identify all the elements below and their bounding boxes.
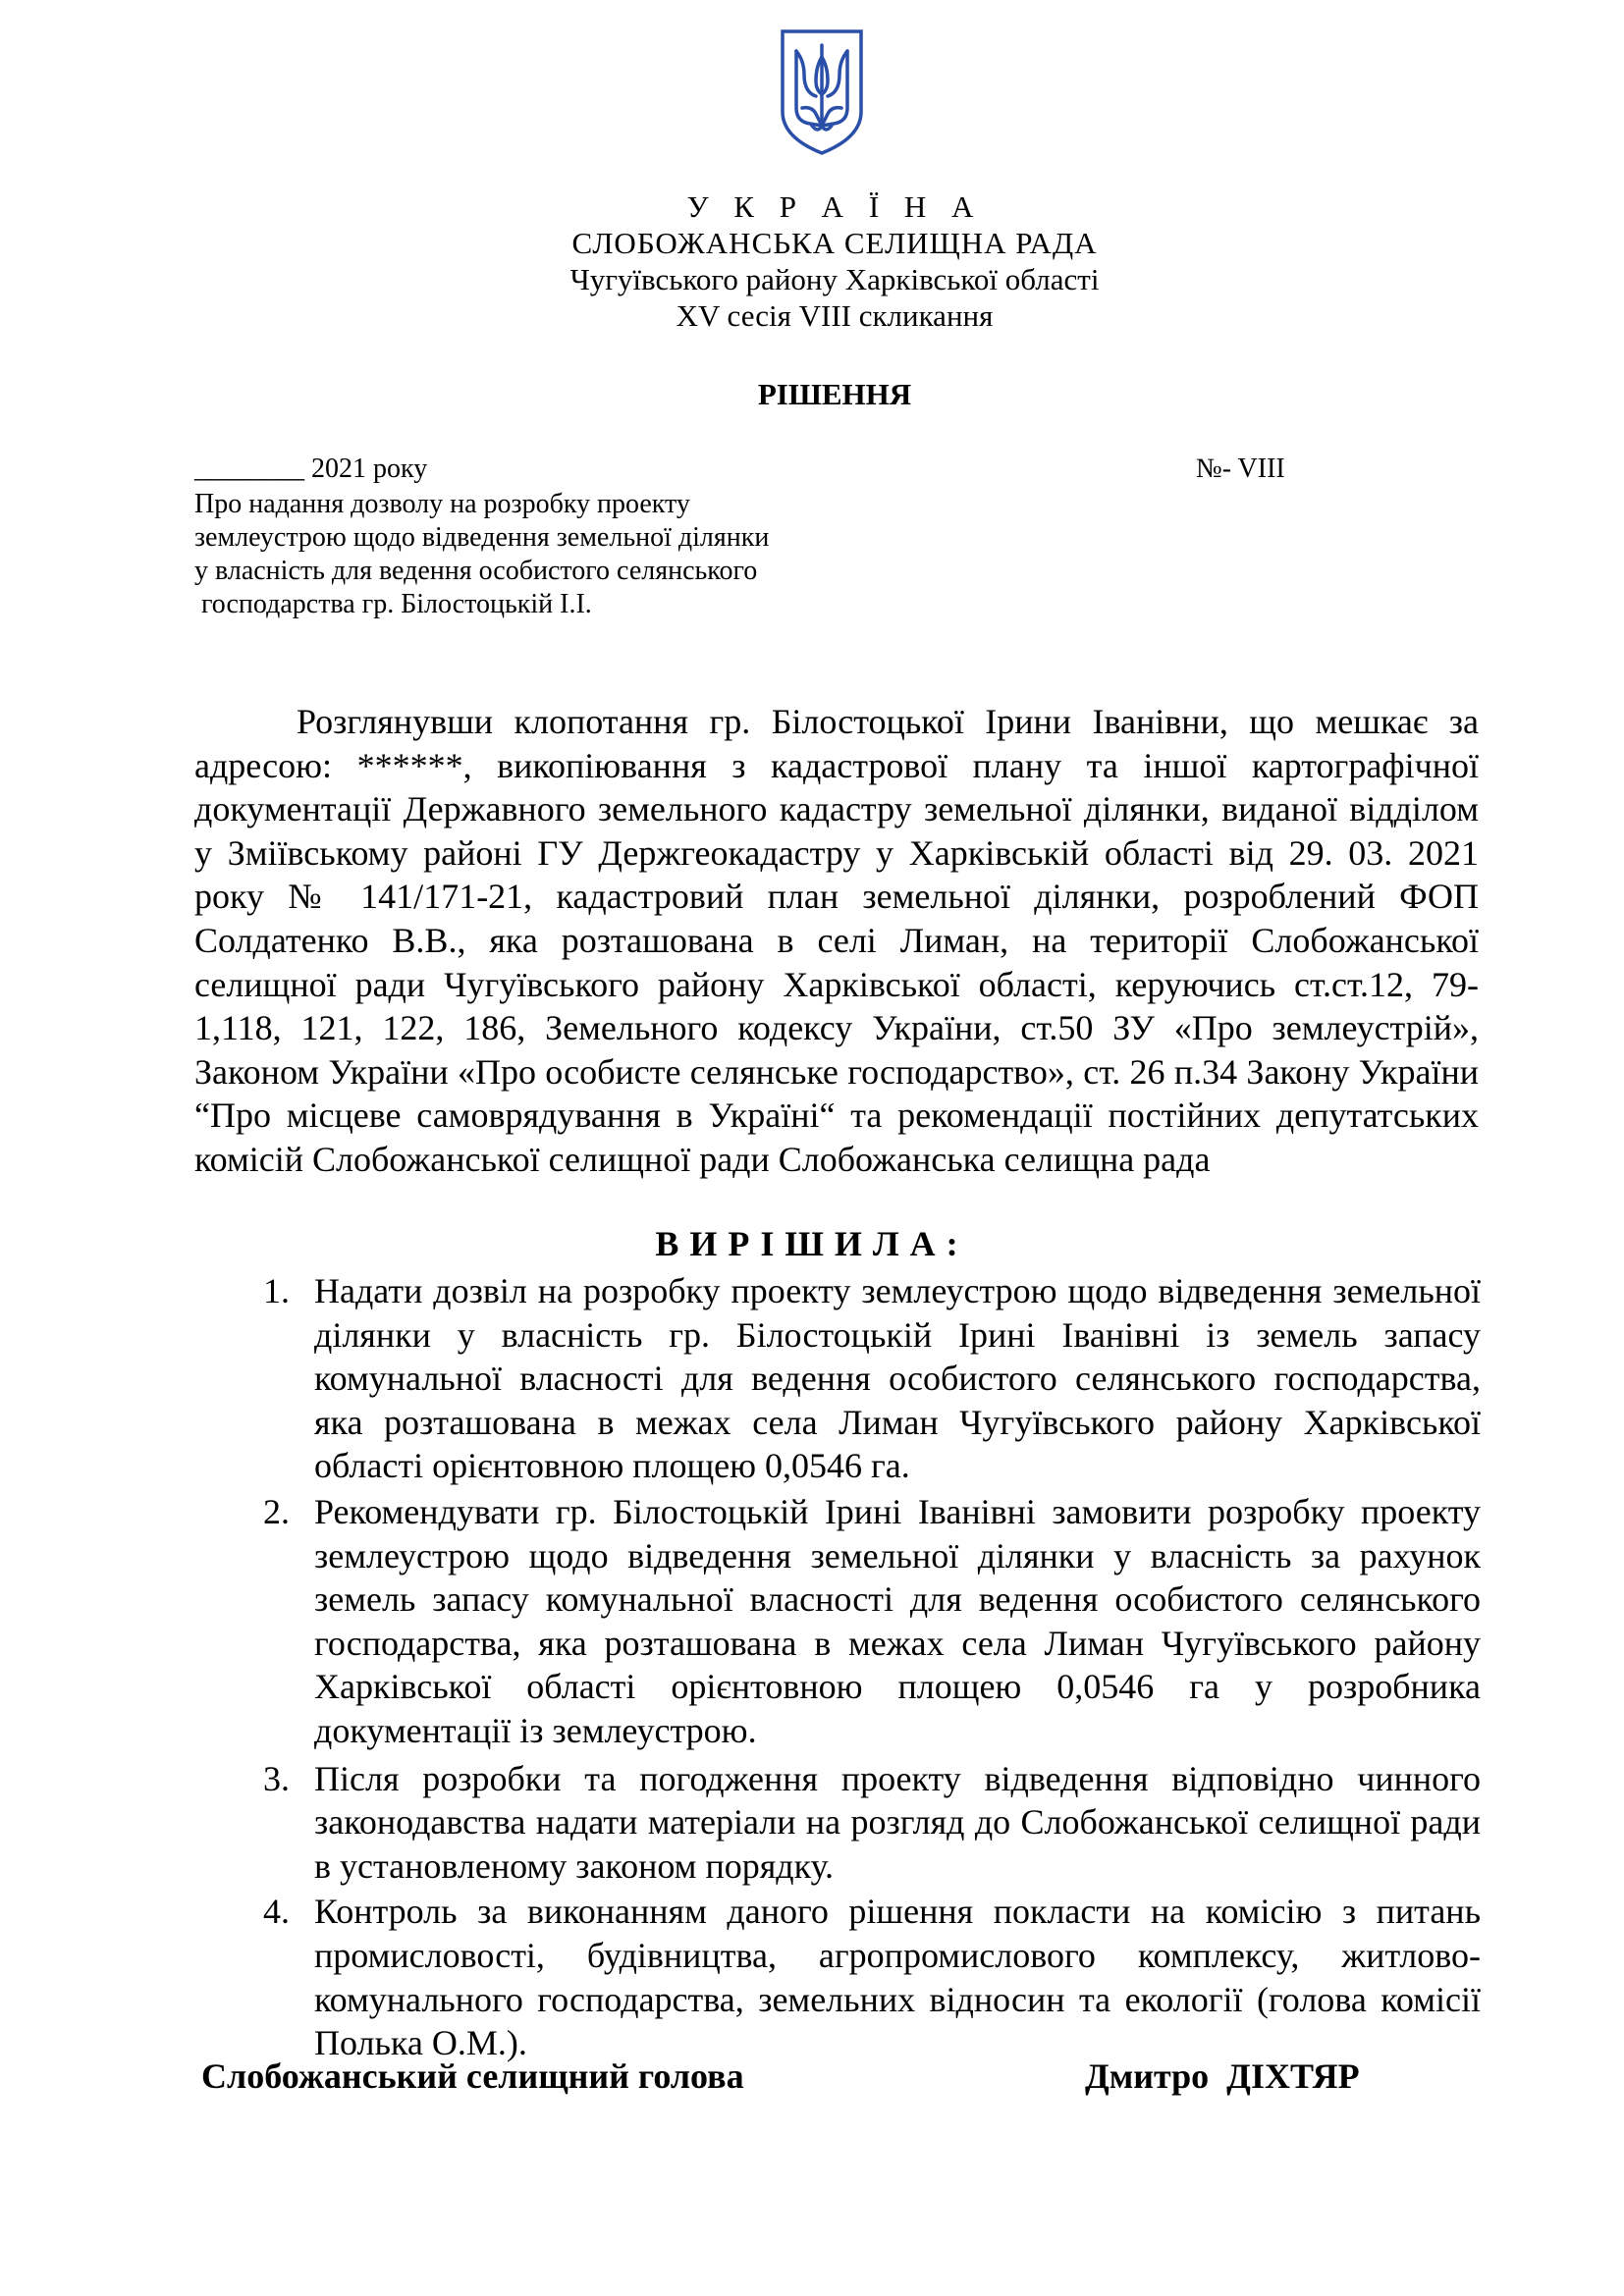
list-item bbox=[263, 1490, 1481, 1753]
council-name: СЛОБОЖАНСЬКА СЕЛИЩНА РАДА bbox=[571, 226, 1098, 260]
decision-items-list bbox=[263, 1269, 1481, 2065]
decision-subject bbox=[194, 488, 882, 621]
decided-heading: ВИРІШИЛА: bbox=[655, 1224, 969, 1263]
list-item bbox=[263, 1269, 1481, 1488]
item-text: Після розробки та погодження проекту відведення відповідно чинного законодавства надати матеріали на розгляд до Слобожанської селищної ради в установленому законом порядку. bbox=[314, 1758, 1481, 1886]
preamble-paragraph: Розглянувши клопотання гр. Білостоцької Ірини Іванівни, що мешкає за адресою: ******, викопіювання з кадастрової плану та іншої картографічної документації Державного земельного кадастру земельної ділянки, виданої відділом у Зміївському районі ГУ Держгеокадастру у Харківській області від 29. 03. 2021 року № 141/171-21, кадастровий план земельної ділянки, розроблений ФОП Солдатенко В.В., яка розташована в селі Лиман, на території Слобожанської селищної ради Чугуївського району Харківської області, керуючись ст.ст.12, 79-1,118, 121, 122, 186, Земельного кодексу України, ст.50 ЗУ «Про землеустрій», Законом України «Про особисте селянське господарство», ст. 26 п.34 Закону України “Про місцеве самоврядування в Україні“ та рекомендації постійних депутатських комісій Слобожанської селищної ради Слобожанська селищна рада bbox=[194, 702, 1479, 1179]
document-title: РІШЕННЯ bbox=[757, 377, 912, 411]
item-text: Контроль за виконанням даного рішення покласти на комісію з питань промисловості, будівництва, агропромислового комплексу, житлово-комунального господарства, земельних відносин та екології (голова комісії Полька О.М.). bbox=[314, 1892, 1481, 2063]
list-item bbox=[263, 1757, 1481, 1889]
decision-date: ________ 2021 року bbox=[194, 454, 428, 484]
decision-number: №- VIII bbox=[1196, 454, 1285, 484]
item-number: 3. bbox=[263, 1758, 290, 1798]
subject-line: у власність для ведення особистого селянського bbox=[194, 556, 758, 586]
item-number: 1. bbox=[263, 1271, 290, 1310]
subject-line: Про надання дозволу на розробку проекту bbox=[194, 489, 690, 519]
country-name: У К Р А Ї Н А bbox=[686, 189, 983, 224]
signatory-position: Слобожанський селищний голова bbox=[201, 2056, 744, 2096]
subject-line: землеустрою щодо відведення земельної ділянки bbox=[194, 522, 770, 553]
district-name: Чугуївського району Харківської області bbox=[569, 262, 1100, 296]
list-item bbox=[263, 1890, 1481, 2064]
item-text: Рекомендувати гр. Білостоцькій Ірині Іванівні замовити розробку проекту землеустрою щодо відведення земельної ділянки у власність за рахунок земель запасу комунальної власності для ведення особистого селянського господарства, яка розташована в межах села Лиман Чугуївського району Харківської області орієнтовною площею 0,0546 га у розробника документації із землеустрою. bbox=[314, 1491, 1481, 1750]
item-number: 4. bbox=[263, 1892, 290, 1932]
subject-line: господарства гр. Білостоцькій І.І. bbox=[194, 589, 592, 619]
coat-of-arms-icon bbox=[779, 27, 865, 157]
signatory-name: Дмитро ДІХТЯР bbox=[1085, 2056, 1360, 2096]
item-number: 2. bbox=[263, 1491, 290, 1531]
session-info: XV сесія VIII скликання bbox=[676, 298, 994, 333]
item-text: Надати дозвіл на розробку проекту землеустрою щодо відведення земельної ділянки у власність гр. Білостоцькій Ірині Іванівні із земель запасу комунальної власності для ведення особистого селянського господарства, яка розташована в межах села Лиман Чугуївського району Харківської області орієнтовною площею 0,0546 га. bbox=[314, 1271, 1481, 1486]
